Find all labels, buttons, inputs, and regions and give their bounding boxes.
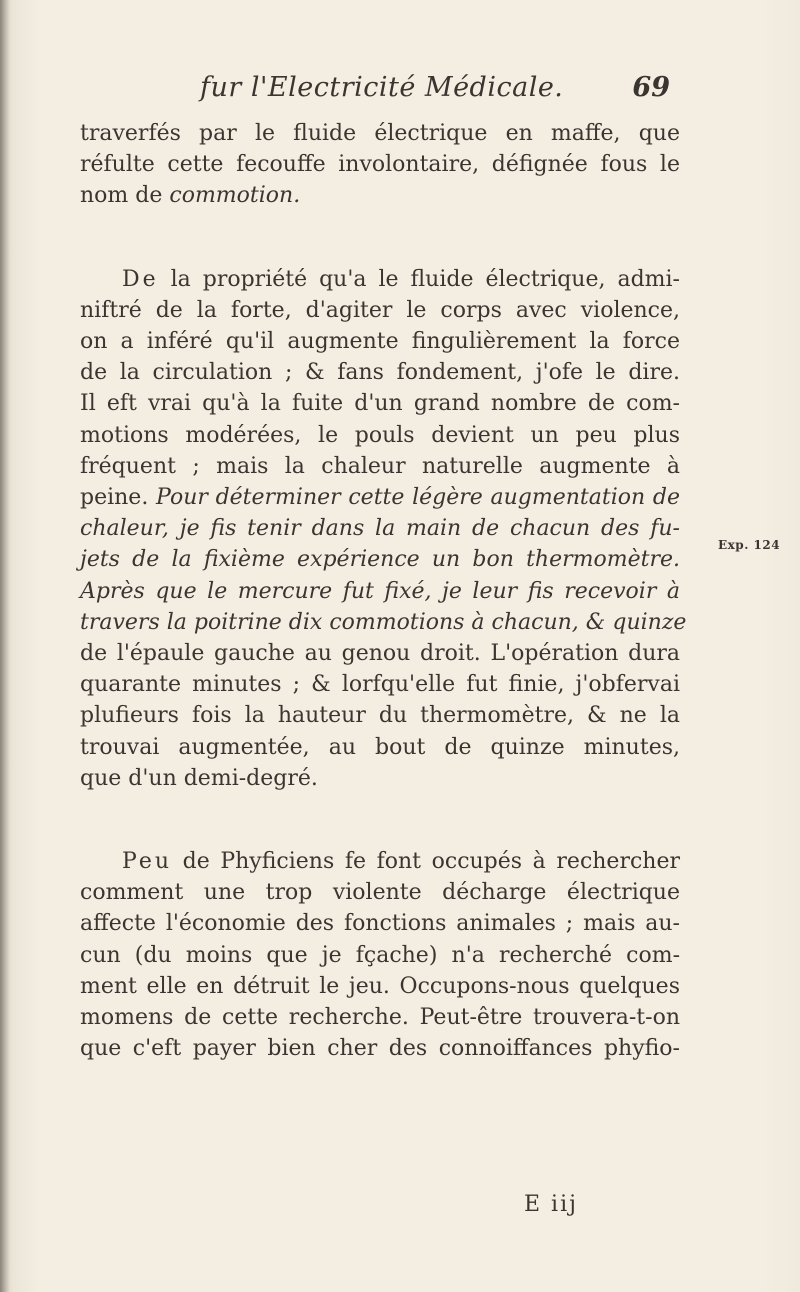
signature-mark: E iij — [524, 1192, 578, 1217]
text-line — [80, 846, 680, 877]
text-line — [80, 482, 680, 513]
margin-note: Exp. 124 — [718, 538, 781, 552]
paragraph-gap — [80, 212, 680, 264]
text-fragment: Pour déterminer cette légère augmentation de — [156, 485, 680, 511]
text-line: traverfés par le fluide électrique en maffe, que — [80, 121, 680, 146]
text-line: de l'épaule gauche au genou droit. L'opération dura — [80, 641, 680, 667]
paragraph-gap — [80, 794, 680, 846]
text-line: niftré de la forte, d'agiter le corps avec violence, — [80, 297, 680, 323]
text-line — [80, 264, 680, 295]
text-fragment: peine. — [80, 485, 157, 511]
text-fragment: nom de — [80, 183, 170, 209]
text-fragment: de Phyficiens fe font occupés à rechercher — [182, 849, 680, 875]
text-fragment: la propriété qu'a le fluide électrique, admi- — [170, 266, 680, 292]
text-line: que d'un demi-degré. — [80, 765, 318, 791]
text-line: réfulte cette fecouffe involontaire, défignée fous le — [80, 152, 680, 178]
paragraph-lead: Peu — [122, 849, 173, 875]
text-line: motions modérées, le pouls devient un peu plus — [80, 422, 680, 448]
text-line: trouvai augmentée, au bout de quinze minutes, — [80, 734, 680, 760]
page-header — [200, 72, 670, 112]
text-line: chaleur, je fis tenir dans la main de chacun des fu- — [80, 516, 680, 542]
page-gutter-shadow — [0, 0, 10, 1292]
text-line: cun (du moins que je fçache) n'a recherché com- — [80, 942, 680, 968]
text-line: quarante minutes ; & lorfqu'elle fut finie, j'obfervai — [80, 672, 680, 698]
text-line: travers la poitrine dix commotions à chacun, & quinze — [80, 609, 687, 635]
text-line: affecte l'économie des fonctions animales ; mais au- — [80, 911, 680, 937]
text-line: jets de la fixième expérience un bon thermomètre. — [80, 547, 680, 573]
text-fragment: commotion. — [169, 183, 301, 209]
text-line: momens de cette recherche. Peut-être trouvera-t-on — [80, 1005, 680, 1031]
running-title: fur l'Electricité Médicale. — [200, 72, 564, 103]
text-line: on a inféré qu'il augmente fingulièrement la force — [80, 329, 680, 355]
text-line: que c'eft payer bien cher des connoiffances phyfio- — [80, 1036, 680, 1062]
text-line: Il eft vrai qu'à la fuite d'un grand nombre de com- — [80, 391, 680, 417]
body-text — [80, 118, 687, 1064]
text-line: ment elle en détruit le jeu. Occupons-nous quelques — [80, 973, 680, 999]
text-line — [80, 180, 680, 211]
text-line: plufieurs fois la hauteur du thermomètre, & ne la — [80, 703, 680, 729]
text-line: de la circulation ; & fans fondement, j'ofe le dire. — [80, 360, 680, 386]
text-fragment — [80, 183, 300, 208]
text-line: fréquent ; mais la chaleur naturelle augmente à — [80, 453, 680, 479]
text-line: Après que le mercure fut fixé, je leur fis recevoir à — [80, 578, 680, 604]
page-number: 69 — [632, 72, 670, 103]
text-line: comment une trop violente décharge électrique — [80, 880, 680, 906]
paragraph-lead: De — [122, 266, 159, 292]
